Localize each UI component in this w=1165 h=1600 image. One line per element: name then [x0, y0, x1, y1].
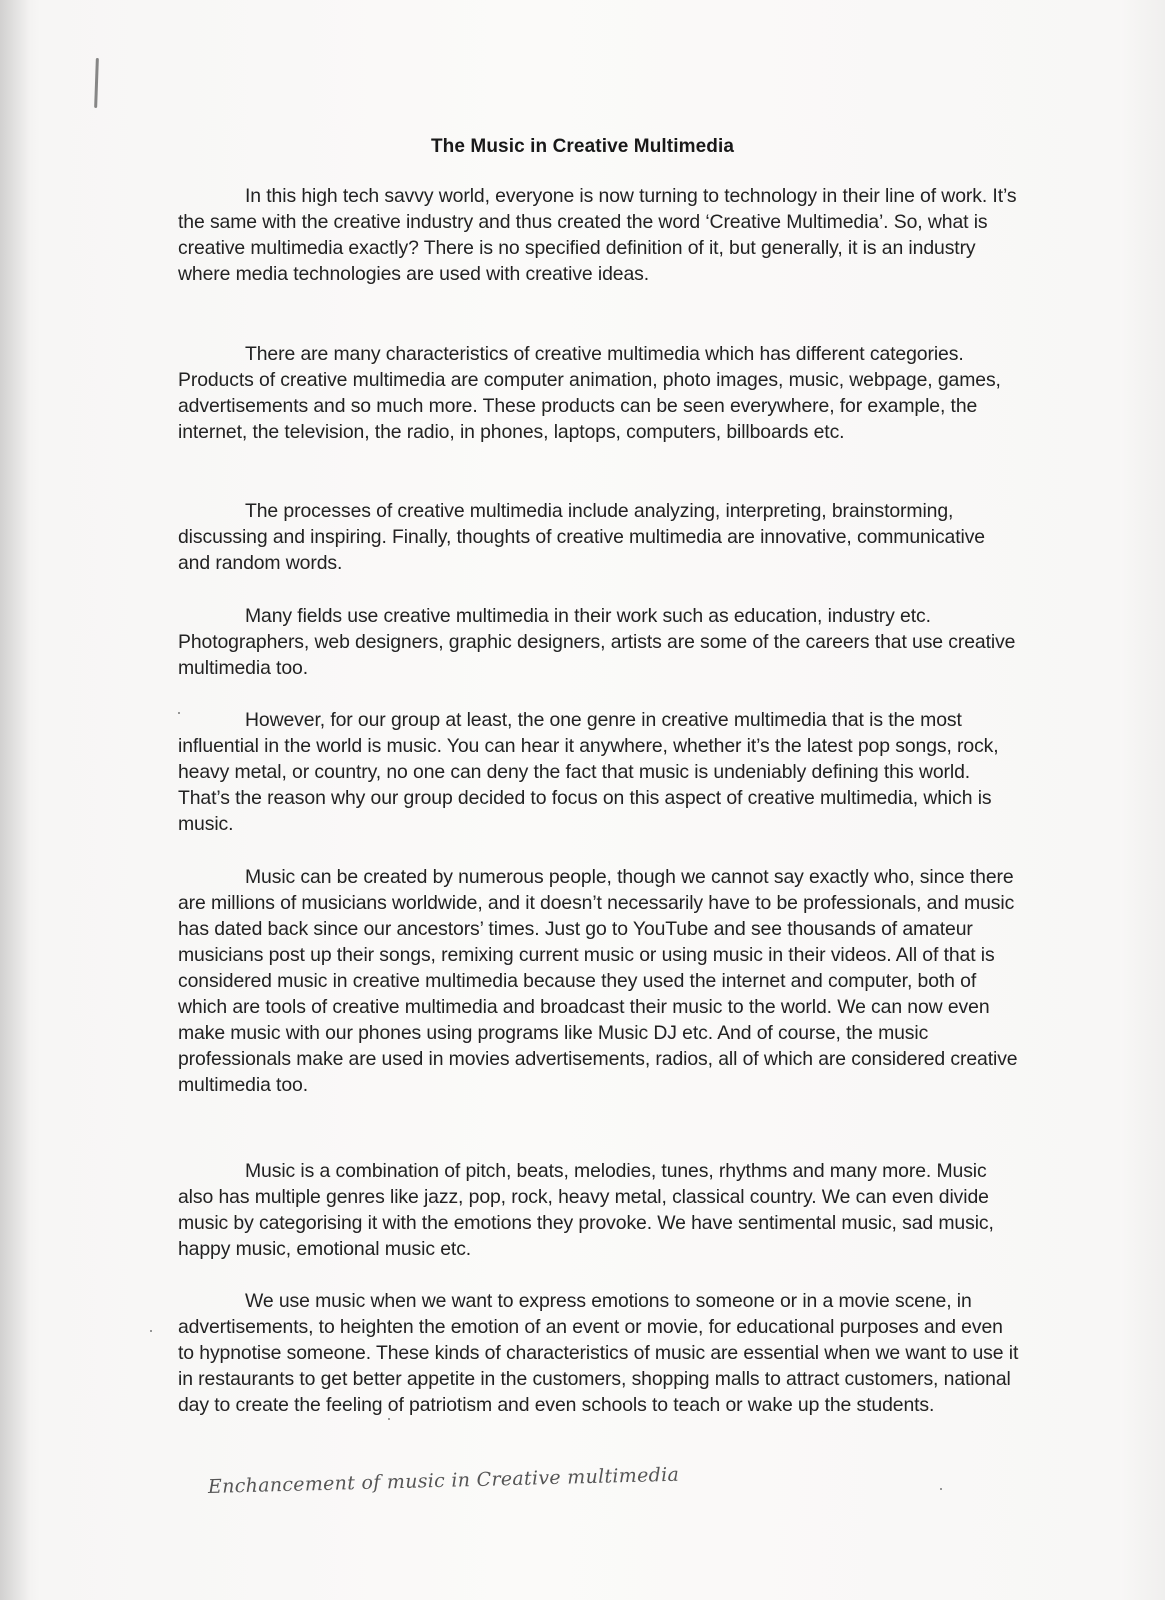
- paragraph-2: There are many characteristics of creative multimedia which has different categories. Products of creative multimedia are computer animation, photo images, music, webpage, games, advertisements and so much more. These products can be seen everywhere, for example, the internet, the television, the radio, in phones, laptops, computers, billboards etc.: [178, 343, 1001, 443]
- handwritten-note: Enchancement of music in Creative multimedia: [207, 1463, 680, 1498]
- paragraph-6: Music can be created by numerous people, though we cannot say exactly who, since there are millions of musicians worldwide, and it doesn’t necessarily have to be professionals, and music has dated back since our ancestors’ times. Just go to YouTube and see thousands of amateur musicians post up their songs, remixing current music or using music in their videos. All of that is considered music in creative multimedia because they used the internet and computer, both of which are tools of creative multimedia and broadcast their music to the world. We can now even make music with our phones using programs like Music DJ etc. And of course, the music professionals make are used in movies advertisements, radios, all of which are considered creative multimedia too.: [178, 866, 1018, 1096]
- paragraph-3: The processes of creative multimedia include analyzing, interpreting, brainstorming, discussing and inspiring. Finally, thoughts of creative multimedia are innovative, communicative and random words.: [178, 500, 985, 574]
- scan-speck: [150, 1330, 152, 1332]
- scan-speck: [940, 1488, 942, 1490]
- paragraph-4: Many fields use creative multimedia in their work such as education, industry etc. Photographers, web designers, graphic designers, artists are some of the careers that use creative multimedia too.: [178, 605, 1016, 679]
- page-edge-shadow: [0, 0, 30, 1600]
- document-title: The Music in Creative Multimedia: [430, 136, 735, 157]
- paragraph-1: In this high tech savvy world, everyone is now turning to technology in their line of work. It’s the same with the creative industry and thus created the word ‘Creative Multimedia’. So, what is creative multimedia exactly? There is no specified definition of it, but generally, it is an industry where media technologies are used with creative ideas.: [178, 185, 1017, 285]
- paragraph-8: We use music when we want to express emotions to someone or in a movie scene, in advertisements, to heighten the emotion of an event or movie, for educational purposes and even to hypnotise someone. These kinds of characteristics of music are essential when we want to use it in restaurants to get better appetite in the customers, shopping malls to attract customers, national day to create the feeling of patriotism and even schools to teach or wake up the students.: [178, 1290, 1019, 1416]
- pencil-mark: [94, 58, 99, 108]
- paragraph-7: Music is a combination of pitch, beats, melodies, tunes, rhythms and many more. Music also has multiple genres like jazz, pop, rock, heavy metal, classical country. We can even divide music by categorising it with the emotions they provoke. We have sentimental music, sad music, happy music, emotional music etc.: [178, 1160, 994, 1260]
- paragraph-5: However, for our group at least, the one genre in creative multimedia that is the most influential in the world is music. You can hear it anywhere, whether it’s the latest pop songs, rock, heavy metal, or country, no one can deny the fact that music is undeniably defining this world. That’s the reason why our group decided to focus on this aspect of creative multimedia, which is music.: [178, 709, 999, 835]
- scan-speck: [388, 1418, 390, 1420]
- scan-speck: [178, 712, 180, 714]
